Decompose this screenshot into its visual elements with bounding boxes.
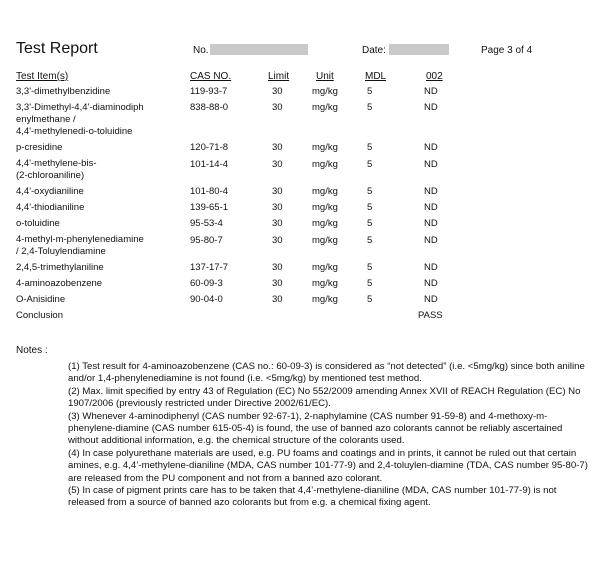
cas-number: 95-80-7 — [190, 235, 223, 246]
mdl-value: 5 — [367, 86, 373, 97]
test-item-name: p-cresidine — [16, 142, 63, 153]
test-item-name: 4-methyl-m-phenylenediamine — [16, 234, 144, 245]
note-item: (5) In case of pigment prints care has to be taken that 4,4’-methylene-dianiline (MDA, CAS number 101-77-9) is not released from a source of banned azo colorants but from e.g. a chemical fixing agent. — [68, 485, 557, 509]
result-value: ND — [424, 159, 438, 170]
report-number-label: No. — [193, 45, 209, 56]
unit-value: mg/kg — [312, 86, 338, 97]
notes-section — [68, 361, 588, 510]
test-item-name: enylmethane / — [16, 114, 76, 125]
column-header-unit: Unit — [316, 71, 334, 82]
limit-value: 30 — [272, 262, 283, 273]
mdl-value: 5 — [367, 202, 373, 213]
mdl-value: 5 — [367, 102, 373, 113]
unit-value: mg/kg — [312, 235, 338, 246]
cas-number: 101-14-4 — [190, 159, 229, 170]
column-header-test-item: Test Item(s) — [16, 71, 69, 82]
limit-value: 30 — [272, 86, 283, 97]
note-item: (3) Whenever 4-aminodiphenyl (CAS number 92-67-1), 2-naphylamine (CAS number 91-59-8) and 4-methoxy-m-phenylene-diamine (CAS number 615-05-4) is found, the use of banned azo colorants cannot be reliably ascertained without additional information, e.g. the chemical structure of the colorants used. — [68, 410, 563, 447]
unit-value: mg/kg — [312, 218, 338, 229]
cas-number: 60-09-3 — [190, 278, 223, 289]
note-item: (2) Max. limit specified by entry 43 of Regulation (EC) No 552/2009 amending Annex XVII of REACH Regulation (EC) No 1907/2006 (previously restricted under Directive 2002/61/EC). — [68, 385, 581, 410]
page-number: Page 3 of 4 — [481, 45, 533, 56]
mdl-value: 5 — [367, 235, 373, 246]
mdl-value: 5 — [367, 294, 373, 305]
unit-value: mg/kg — [312, 262, 338, 273]
cas-number: 838-88-0 — [190, 102, 229, 113]
test-item-name: / 2,4-Toluylendiamine — [16, 246, 106, 257]
cas-number: 101-80-4 — [190, 186, 229, 197]
test-item-name: 4-aminoazobenzene — [16, 278, 103, 289]
limit-value: 30 — [272, 235, 283, 246]
unit-value: mg/kg — [312, 294, 338, 305]
result-value: ND — [424, 202, 438, 213]
test-item-name: 3,3'-Dimethyl-4,4'-diaminodiph — [16, 102, 144, 113]
result-value: ND — [424, 278, 438, 289]
column-header-sample-002: 002 — [426, 71, 443, 82]
limit-value: 30 — [272, 294, 283, 305]
notes-title: Notes : — [16, 345, 48, 356]
mdl-value: 5 — [367, 262, 373, 273]
limit-value: 30 — [272, 278, 283, 289]
mdl-value: 5 — [367, 218, 373, 229]
unit-value: mg/kg — [312, 102, 338, 113]
cas-number: 139-65-1 — [190, 202, 229, 213]
report-title: Test Report — [16, 40, 98, 57]
limit-value: 30 — [272, 142, 283, 153]
cas-number: 119-93-7 — [190, 86, 228, 97]
test-item-name: 4,4'-thiodianiline — [16, 202, 85, 213]
unit-value: mg/kg — [312, 142, 338, 153]
unit-value: mg/kg — [312, 202, 338, 213]
result-value: ND — [424, 235, 438, 246]
mdl-value: 5 — [367, 142, 373, 153]
limit-value: 30 — [272, 202, 283, 213]
conclusion-label: Conclusion — [16, 310, 63, 321]
result-value: ND — [424, 86, 438, 97]
test-item-name: 4,4'-methylene-bis- — [16, 158, 97, 169]
unit-value: mg/kg — [312, 278, 338, 289]
result-value: ND — [424, 262, 438, 273]
column-header-limit: Limit — [268, 71, 290, 82]
result-value: ND — [424, 218, 438, 229]
test-item-name: 4,4'-methylenedi-o-toluidine — [16, 126, 133, 137]
limit-value: 30 — [272, 159, 283, 170]
note-item: (1) Test result for 4-aminoazobenzene (CAS no.: 60-09-3) is considered as “not detected” (i.e. <5mg/kg) since both aniline and/or 1,4-phenylenediamine is not found (i.e. <5mg/kg) by mentioned test method. — [68, 361, 585, 385]
note-item: (4) In case polyurethane materials are used, e.g. PU foams and coatings and in prints, it cannot be ruled out that certain amines, e.g. 4,4’-methylene-dianiline (MDA, CAS number 101-77-9) and 2,4-toluylen-diamine (TDA, CAS number 95-80-7) are released from the PU component and not from a banned azo colorant. — [68, 447, 588, 484]
result-value: ND — [424, 294, 438, 305]
test-item-name: 2,4,5-trimethylaniline — [16, 262, 104, 273]
limit-value: 30 — [272, 102, 283, 113]
limit-value: 30 — [272, 218, 283, 229]
test-item-name: 4,4'-oxydianiline — [16, 186, 84, 197]
limit-value: 30 — [272, 186, 283, 197]
unit-value: mg/kg — [312, 186, 338, 197]
unit-value: mg/kg — [312, 159, 338, 170]
cas-number: 120-71-8 — [190, 142, 229, 153]
cas-number: 137-17-7 — [190, 262, 229, 273]
result-value: ND — [424, 186, 438, 197]
test-item-name: O-Anisidine — [16, 294, 66, 305]
date-label: Date: — [362, 45, 386, 56]
cas-number: 95-53-4 — [190, 218, 223, 229]
result-value: ND — [424, 102, 438, 113]
conclusion-result: PASS — [418, 310, 443, 321]
mdl-value: 5 — [367, 159, 373, 170]
mdl-value: 5 — [367, 278, 373, 289]
redacted-report-number — [210, 44, 308, 55]
result-value: ND — [424, 142, 438, 153]
redacted-date — [389, 44, 449, 55]
column-header-cas-no: CAS NO. — [190, 71, 232, 82]
column-header-mdl: MDL — [365, 71, 387, 82]
cas-number: 90-04-0 — [190, 294, 223, 305]
mdl-value: 5 — [367, 186, 373, 197]
test-item-name: (2-chloroaniline) — [16, 170, 85, 181]
test-item-name: o-toluidine — [16, 218, 60, 229]
test-item-name: 3,3'-dimethylbenzidine — [16, 86, 111, 97]
